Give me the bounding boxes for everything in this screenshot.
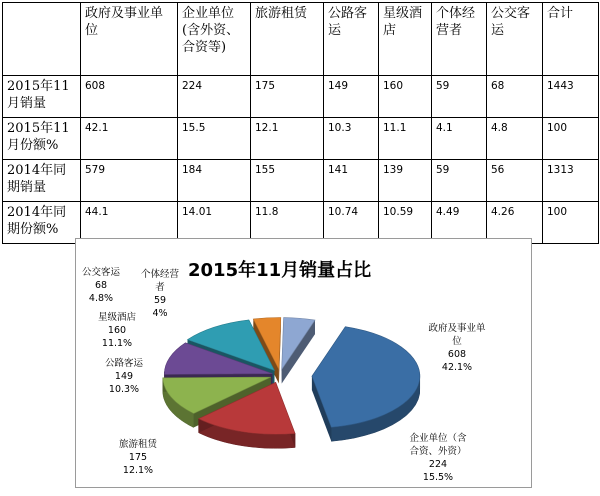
pie-slice-public-transit [282,318,315,370]
data-label-government [418,322,496,374]
data-label-percent: 4.8% [88,293,114,304]
row-label: 2014年同期份额% [3,202,81,244]
data-label-percent: 12.1% [122,465,154,476]
data-label-value: 149 [114,371,134,382]
table-cell: 42.1 [81,118,178,160]
table-cell: 4.26 [487,202,543,244]
header-cell: 星级酒店 [379,3,432,76]
table-cell: 155 [251,160,324,202]
header-cell: 公路客运 [324,3,379,76]
data-label-value: 175 [128,452,148,463]
table-cell: 4.1 [432,118,487,160]
data-label-percent: 11.1% [101,338,133,349]
table-cell: 10.3 [324,118,379,160]
data-label-value: 160 [107,325,127,336]
data-label-individual [134,268,186,320]
table-cell: 10.59 [379,202,432,244]
table-cell: 100 [543,118,599,160]
table-cell: 10.74 [324,202,379,244]
table-cell: 100 [543,202,599,244]
table-cell: 160 [379,76,432,118]
header-cell: 公交客运 [487,3,543,76]
header-cell: 旅游租赁 [251,3,324,76]
data-label-percent: 10.3% [108,384,140,395]
table-cell: 224 [178,76,251,118]
header-cell: 合计 [543,3,599,76]
table-cell: 14.01 [178,202,251,244]
data-label-enterprise [395,432,481,484]
table-cell: 4.49 [432,202,487,244]
chart-title: 2015年11月销量占比 [188,260,372,281]
table-cell: 15.5 [178,118,251,160]
table-cell: 44.1 [81,202,178,244]
header-cell: 个体经营者 [432,3,487,76]
table-cell: 12.1 [251,118,324,160]
table-cell: 149 [324,76,379,118]
data-label-value: 59 [153,295,167,306]
header-cell: 政府及事业单位 [81,3,178,76]
table-cell: 579 [81,160,178,202]
table-cell: 141 [324,160,379,202]
data-label-name: 位 [452,336,462,347]
table-cell: 4.8 [487,118,543,160]
table-cell: 175 [251,76,324,118]
data-label-name: 个体经营 [140,269,179,280]
table-cell: 11.8 [251,202,324,244]
data-label-name: 旅游租赁 [118,439,157,450]
data-label-public-transit [76,266,126,305]
table-cell: 11.1 [379,118,432,160]
data-label-value: 608 [447,349,467,360]
data-label-percent: 15.5% [422,472,454,483]
data-label-percent: 42.1% [441,362,473,373]
data-label-name: 企业单位（含 [409,433,467,444]
header-cell: 企业单位(含外资、合资等) [178,3,251,76]
table-cell: 184 [178,160,251,202]
row-label: 2014年同期销量 [3,160,81,202]
row-label: 2015年11月销量 [3,76,81,118]
data-label-value: 224 [428,459,448,470]
table-cell: 59 [432,160,487,202]
table-cell: 1443 [543,76,599,118]
data-label-tourism-rental [108,438,168,477]
data-label-highway-passenger [98,357,150,396]
table-cell: 1313 [543,160,599,202]
data-label-value: 68 [94,280,108,291]
data-label-name: 公路客运 [104,358,143,369]
data-label-name: 星级酒店 [97,312,136,323]
row-label: 2015年11月份额% [3,118,81,160]
data-label-name: 政府及事业单 [428,323,486,334]
data-label-name: 者 [155,282,165,293]
data-label-percent: 4% [152,308,168,319]
table-cell: 608 [81,76,178,118]
table-cell: 68 [487,76,543,118]
data-label-name: 公交客运 [81,267,120,278]
table-cell: 139 [379,160,432,202]
table-cell: 59 [432,76,487,118]
table-cell: 56 [487,160,543,202]
data-label-name: 合资、外资） [409,446,467,457]
